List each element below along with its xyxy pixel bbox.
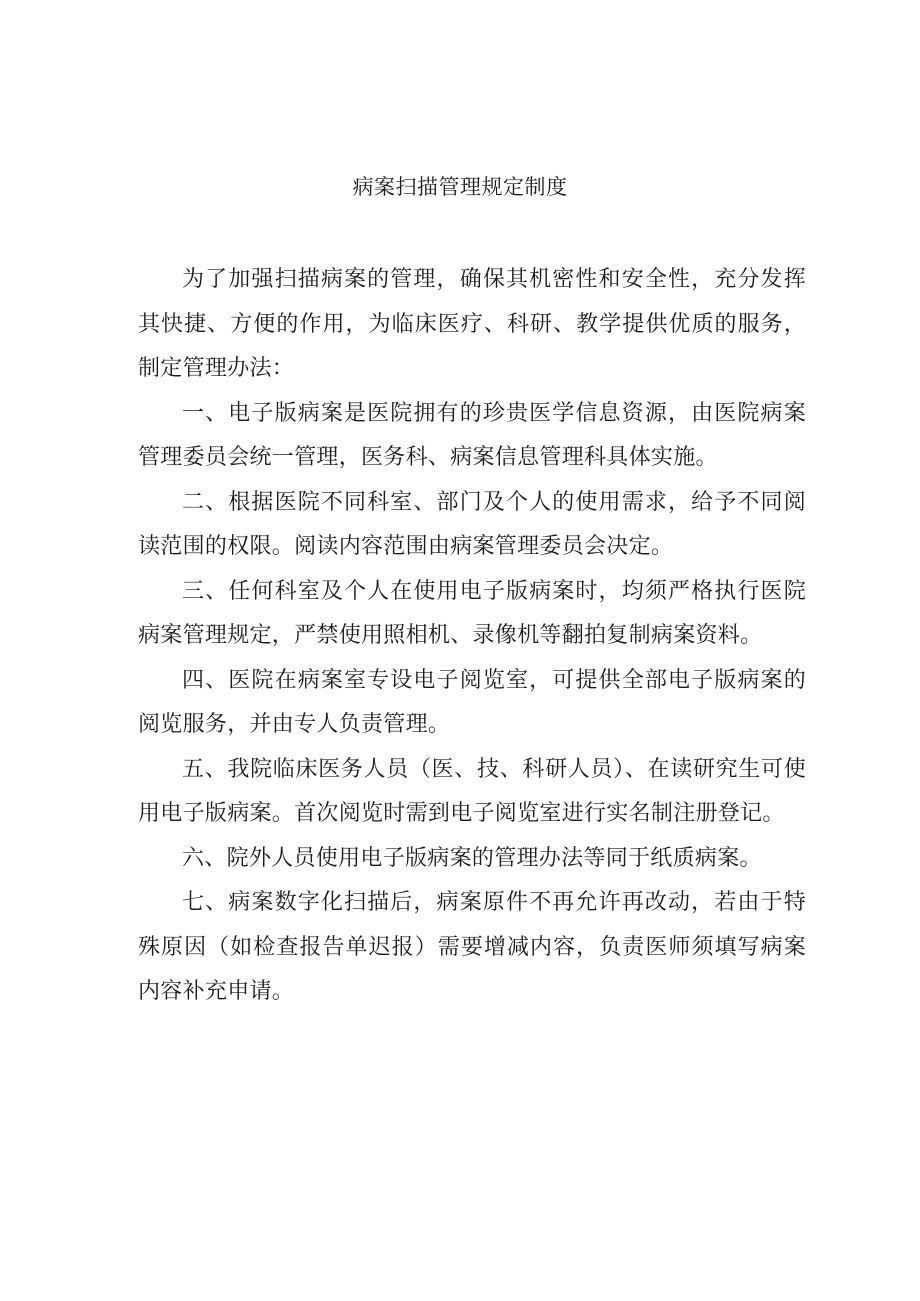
- paragraph-intro: 为了加强扫描病案的管理，确保其机密性和安全性，充分发挥其快捷、方便的作用，为临床医疗、科研、教学提供优质的服务，制定管理办法：: [138, 267, 806, 381]
- document-title: 病案扫描管理规定制度: [352, 175, 568, 199]
- document-body: [138, 258, 806, 1015]
- paragraph-item-2: 二、根据医院不同科室、部门及个人的使用需求，给予不同阅读范围的权限。阅读内容范围由病案管理委员会决定。: [138, 489, 806, 559]
- paragraph-item-3: 三、任何科室及个人在使用电子版病案时，均须严格执行医院病案管理规定，严禁使用照相机、录像机等翻拍复制病案资料。: [138, 578, 806, 648]
- paragraph-item-1: 一、电子版病案是医院拥有的珍贵医学信息资源，由医院病案管理委员会统一管理，医务科、病案信息管理科具体实施。: [138, 400, 806, 470]
- paragraph-item-5: 五、我院临床医务人员（医、技、科研人员）、在读研究生可使用电子版病案。首次阅览时需到电子阅览室进行实名制注册登记。: [138, 756, 806, 826]
- paragraph-item-6: 六、院外人员使用电子版病案的管理办法等同于纸质病案。: [182, 845, 762, 871]
- paragraph-item-7: 七、病案数字化扫描后，病案原件不再允许再改动，若由于特殊原因（如检查报告单迟报）需要增减内容，负责医师须填写病案内容补充申请。: [138, 890, 806, 1004]
- paragraph-item-4: 四、医院在病案室专设电子阅览室，可提供全部电子版病案的阅览服务，并由专人负责管理。: [138, 667, 806, 737]
